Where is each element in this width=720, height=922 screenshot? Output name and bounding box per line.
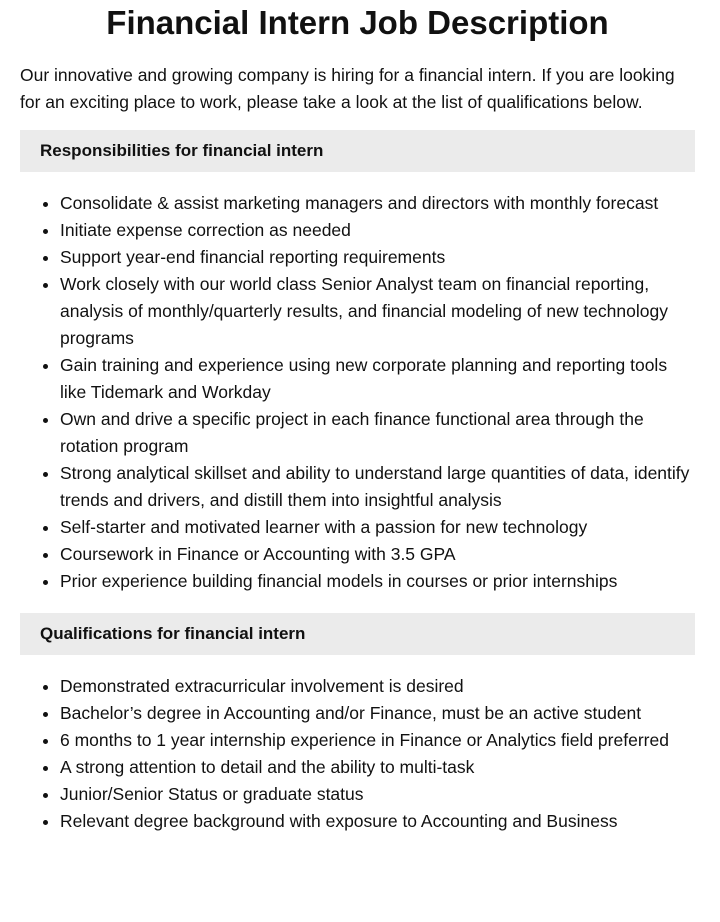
list-item: • Junior/Senior Status or graduate status <box>60 781 695 808</box>
qualifications-heading: Qualifications for financial intern <box>20 613 695 655</box>
list-item: • Demonstrated extracurricular involvement is desired <box>60 673 695 700</box>
list-item: • Work closely with our world class Senior Analyst team on financial reporting, analysis of monthly/quarterly results, and financial modeling of new technology programs <box>60 271 695 352</box>
list-item: • Initiate expense correction as needed <box>60 217 695 244</box>
list-item: • Support year-end financial reporting requirements <box>60 244 695 271</box>
list-item: • Own and drive a specific project in each finance functional area through the rotation program <box>60 406 695 460</box>
list-item: • Bachelor’s degree in Accounting and/or Finance, must be an active student <box>60 700 695 727</box>
responsibilities-list <box>20 190 695 595</box>
page-title: Financial Intern Job Description <box>106 4 609 41</box>
list-item: • Coursework in Finance or Accounting with 3.5 GPA <box>60 541 695 568</box>
list-item: • Prior experience building financial models in courses or prior internships <box>60 568 695 595</box>
list-item: • Relevant degree background with exposure to Accounting and Business <box>60 808 695 835</box>
responsibilities-heading: Responsibilities for financial intern <box>20 130 695 172</box>
list-item: • Consolidate & assist marketing managers and directors with monthly forecast <box>60 190 695 217</box>
list-item: • 6 months to 1 year internship experience in Finance or Analytics field preferred <box>60 727 695 754</box>
qualifications-list <box>20 673 695 835</box>
intro-text: Our innovative and growing company is hiring for a financial intern. If you are looking for an exciting place to work, please take a look at the list of qualifications below. <box>20 65 675 112</box>
list-item: • A strong attention to detail and the ability to multi-task <box>60 754 695 781</box>
list-item: • Gain training and experience using new corporate planning and reporting tools like Tidemark and Workday <box>60 352 695 406</box>
list-item: • Self-starter and motivated learner with a passion for new technology <box>60 514 695 541</box>
list-item: • Strong analytical skillset and ability to understand large quantities of data, identify trends and drivers, and distill them into insightful analysis <box>60 460 695 514</box>
